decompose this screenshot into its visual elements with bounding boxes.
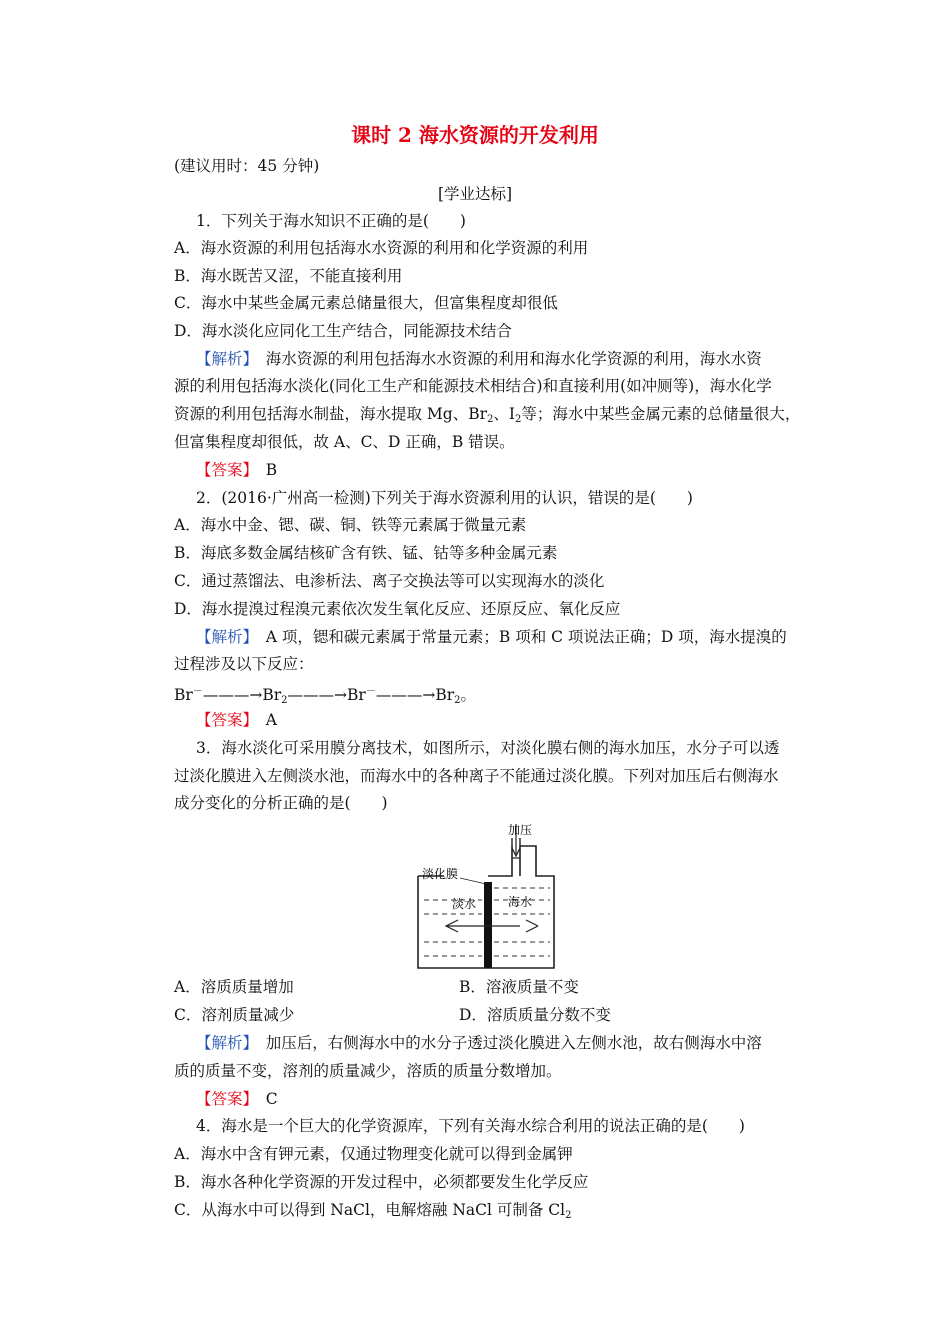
q3-stem: 3．海水淡化可采用膜分离技术，如图所示，对淡化膜右侧的海水加压，水分子可以透 — [196, 739, 780, 757]
q3-option-a: A．溶质质量增加 — [174, 978, 294, 996]
membrane-desalination-figure — [416, 818, 556, 970]
suggested-time: (建议用时：45 分钟) — [174, 157, 320, 175]
q1-answer: 【答案】 B — [196, 461, 278, 479]
analysis-tag: 【解析】 — [196, 1034, 251, 1052]
sea-water-label: 海水 — [508, 895, 533, 909]
fresh-water-label: 淡水 — [452, 897, 477, 911]
q4-option-c: C．从海水中可以得到 NaCl，电解熔融 NaCl 可制备 $Cl_2$ — [174, 1201, 572, 1221]
q2-answer: 【答案】 A — [196, 711, 277, 729]
q2-option-b: B．海底多数金属结核矿含有铁、锰、钴等多种金属元素 — [174, 544, 558, 562]
q3-option-c: C．溶剂质量减少 — [174, 1006, 295, 1024]
q2-analysis-line: 过程涉及以下反应： — [174, 655, 314, 673]
q1-option-d: D．海水淡化应同化工生产结合，同能源技术结合 — [174, 322, 512, 340]
answer-tag: 【答案】 — [196, 711, 251, 729]
q3-stem: 过淡化膜进入左侧淡水池，而海水中的各种离子不能通过淡化膜。下列对加压后右侧海水 — [174, 767, 779, 785]
q4-option-a: A．海水中含有钾元素，仅通过物理变化就可以得到金属钾 — [174, 1145, 573, 1163]
analysis-tag: 【解析】 — [196, 628, 251, 646]
q2-option-c: C．通过蒸馏法、电渗析法、离子交换法等可以实现海水的淡化 — [174, 572, 605, 590]
q1-analysis-line: 资源的利用包括海水制盐，海水提取 Mg、$Br_2$、$I_2$等；海水中某些金属元素的总储量很大， — [174, 405, 801, 425]
lesson-title: 课时 2 海水资源的开发利用 — [351, 123, 599, 147]
answer-tag: 【答案】 — [196, 1090, 251, 1108]
q1-option-b: B．海水既苦又涩，不能直接利用 — [174, 267, 403, 285]
q3-answer: 【答案】 C — [196, 1090, 278, 1108]
q3-stem: 成分变化的分析正确的是( ) — [174, 794, 388, 812]
q1-analysis-line: 【解析】 海水资源的利用包括海水水资源的利用和海水化学资源的利用，海水水资 — [196, 350, 762, 368]
q1-analysis-line: 但富集程度却很低，故 A、C、D 正确，B 错误。 — [174, 433, 515, 451]
membrane-label: 淡化膜 — [422, 867, 459, 881]
q2-reaction-equation: $Br^-———\to Br_2———\to Br^-———\to Br_2$。 — [174, 686, 477, 706]
q3-analysis-line: 【解析】 加压后，右侧海水中的水分子透过淡化膜进入左侧水池，故右侧海水中溶 — [196, 1034, 762, 1052]
answer-tag: 【答案】 — [196, 461, 251, 479]
q2-option-d: D．海水提溴过程溴元素依次发生氧化反应、还原反应、氧化反应 — [174, 600, 621, 618]
q3-option-b: B．溶液质量不变 — [459, 978, 579, 996]
analysis-tag: 【解析】 — [196, 350, 251, 368]
q2-stem: 2．(2016·广州高一检测)下列关于海水资源利用的认识，错误的是( ) — [196, 489, 693, 507]
q4-option-b: B．海水各种化学资源的开发过程中，必须都要发生化学反应 — [174, 1173, 589, 1191]
q4-stem: 4．海水是一个巨大的化学资源库，下列有关海水综合利用的说法正确的是( ) — [196, 1117, 745, 1135]
q2-option-a: A．海水中金、锶、碳、铜、铁等元素属于微量元素 — [174, 516, 527, 534]
pressure-label: 加压 — [508, 823, 533, 837]
q1-analysis-line: 源的利用包括海水淡化(同化工生产和能源技术相结合)和直接利用(如冲厕等)，海水化学 — [174, 377, 772, 395]
q1-option-c: C．海水中某些金属元素总储量很大，但富集程度却很低 — [174, 294, 558, 312]
q1-option-a: A．海水资源的利用包括海水水资源的利用和化学资源的利用 — [174, 239, 589, 257]
q3-option-d: D．溶质质量分数不变 — [459, 1006, 611, 1024]
q2-analysis-line: 【解析】 A 项，锶和碳元素属于常量元素；B 项和 C 项说法正确；D 项，海水提溴的 — [196, 628, 787, 646]
q3-analysis-line: 质的质量不变，溶剂的质量减少，溶质的质量分数增加。 — [174, 1062, 562, 1080]
q1-stem: 1．下列关于海水知识不正确的是( ) — [196, 212, 466, 230]
section-heading: [学业达标] — [437, 185, 513, 203]
